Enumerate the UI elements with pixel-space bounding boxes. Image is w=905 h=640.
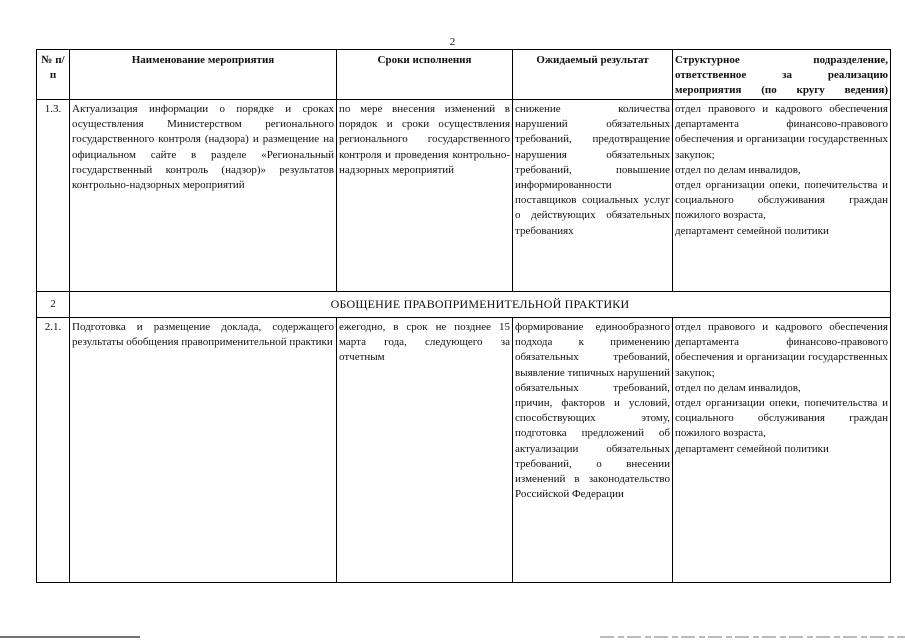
row-responsible-unit: отдел правового и кадрового обеспечения департамента финансово-правового обеспечения и организации государственных закупок; отдел по делам инвалидов, отдел организации опеки, попечительства и социального обслуживания граждан пожилого возраста, департамент семейной политики [673,100,891,292]
header-number: № п/п [37,50,70,100]
row-responsible-unit: отдел правового и кадрового обеспечения департамента финансово-правового обеспечения и организации государственных закупок; отдел по делам инвалидов, отдел организации опеки, попечительства и социального обслуживания граждан пожилого возраста, департамент семейной политики [673,318,891,583]
header-responsible-unit: Структурное подразделение, ответственное за реализацию мероприятия (по кругу ведения) [673,50,891,100]
row-event-name: Актуализация информации о порядке и сроках осуществления Министерством регионального государственного контроля (надзора) и размещение на официальном сайте в разделе «Региональный государственный контроль (надзор)» результатов контрольно-надзорных мероприятий [70,100,337,292]
table-row [37,100,891,292]
row-expected-result: снижение количества нарушений обязательных требований, предотвращение нарушения обязательных требований, повышение информированности поставщиков социальных услуг о действующих обязательных требованиях [513,100,673,292]
section-row [37,292,891,318]
table-header-row [37,50,891,100]
row-event-name: Подготовка и размещение доклада, содержащего результаты обобщения правоприменительной практики [70,318,337,583]
header-expected-result: Ожидаемый результат [513,50,673,100]
row-deadlines: по мере внесения изменений в порядок и сроки осуществления регионального государственного контроля и проведения контрольно-надзорных мероприятий [337,100,513,292]
row-expected-result: формирование единообразного подхода к применению обязательных требований, выявление типичных нарушений обязательных требований, причин, факторов и условий, способствующих этому, подготовка предложений об актуализации обязательных требований, о внесении изменений в законодательство Российской Федерации [513,318,673,583]
section-title: ОБОЩЕНИЕ ПРАВОПРИМЕНИТЕЛЬНОЙ ПРАКТИКИ [70,292,891,318]
table-row [37,318,891,583]
row-number: 1.3. [37,100,70,292]
row-number: 2.1. [37,318,70,583]
section-number: 2 [37,292,70,318]
events-plan-table [36,49,891,583]
scan-bottom-edge [0,632,905,640]
header-event-name: Наименование мероприятия [70,50,337,100]
row-deadlines: ежегодно, в срок не позднее 15 марта года, следующего за отчетным [337,318,513,583]
page-number: 2 [449,36,456,48]
header-deadlines: Сроки исполнения [337,50,513,100]
